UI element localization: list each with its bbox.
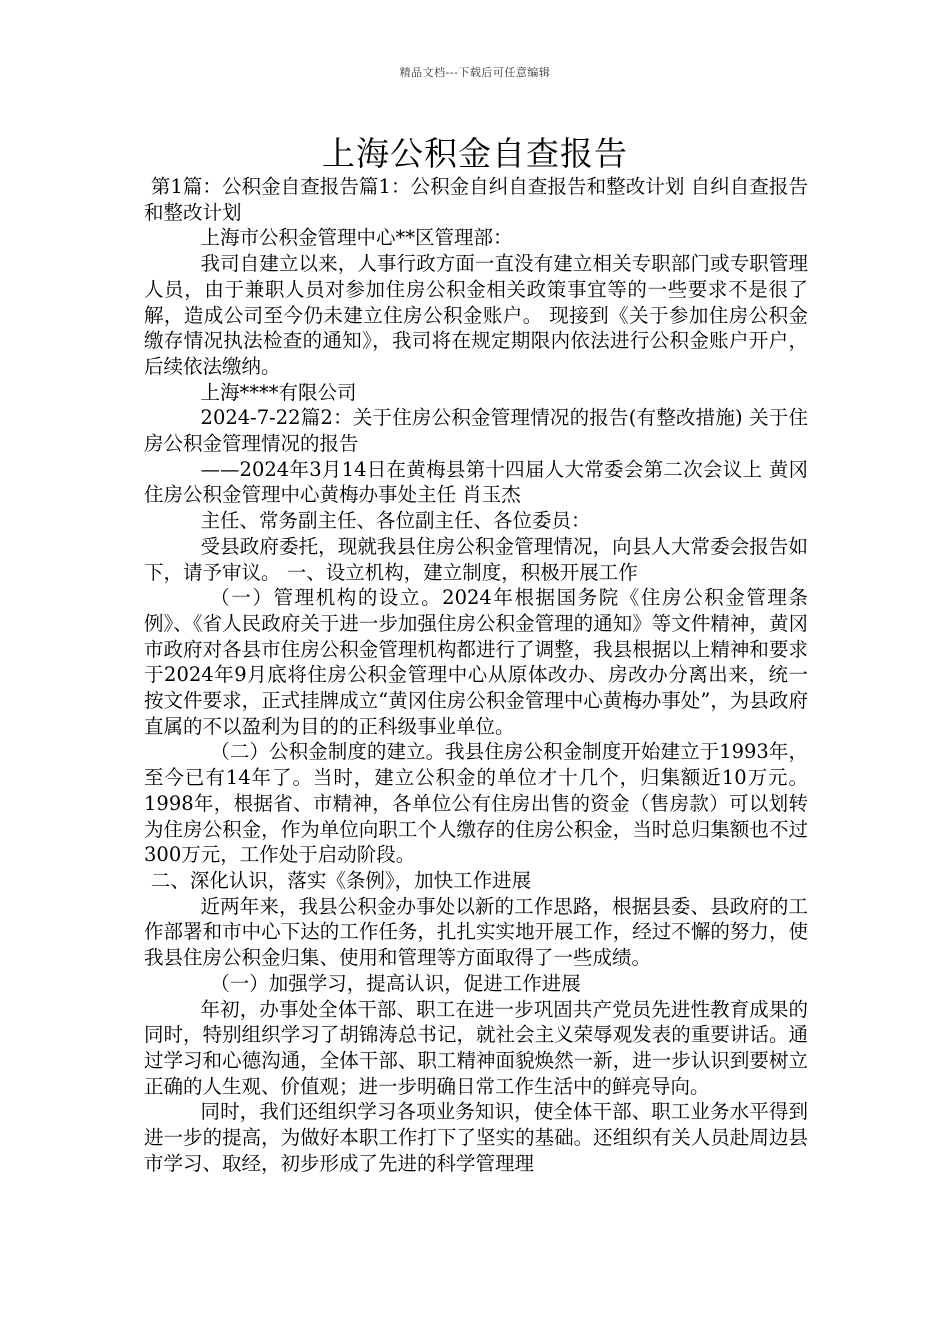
header-note: 精品文档---下载后可任意编辑	[399, 66, 551, 79]
paragraph: 上海市公积金管理中心**区管理部：	[200, 226, 513, 250]
paragraph: 受县政府委托，现就我县住房公积金管理情况，向县人大常委会报告如下，请予审议。 一、设立机构，建立制度，积极开展工作	[144, 534, 808, 584]
paragraph: ——2024年3月14日在黄梅县第十四届人大常委会第二次会议上 黄冈住房公积金管理中心黄梅办事处主任 肖玉杰	[144, 457, 808, 507]
paragraph: 主任、常务副主任、各位副主任、各位委员：	[200, 509, 591, 533]
paragraph: （二）公积金制度的建立。我县住房公积金制度开始建立于1993年，至今已有14年了。当时，建立公积金的单位才十几个，归集额近10万元。1998年，根据省、市精神，各单位公有住房出售的资金（售房款）可以划转为住房公积金，作为单位向职工个人缴存的住房公积金，当时总归集额也不过300万元，工作处于启动阶段。	[144, 740, 808, 867]
paragraph: 同时，我们还组织学习各项业务知识，使全体干部、职工业务水平得到进一步的提高，为做好本职工作打下了坚实的基础。还组织有关人员赴周边县市学习、取经，初步形成了先进的科学管理理	[144, 1100, 808, 1175]
paragraph: （一）管理机构的设立。2024年根据国务院《住房公积金管理条例》、《省人民政府关于进一步加强住房公积金管理的通知》等文件精神，黄冈市政府对各县市住房公积金管理机构都进行了调整，我县根据以上精神和要求于2024年9月底将住房公积金管理中心从原体改办、房改办分离出来，统一按文件要求，正式挂牌成立“黄冈住房公积金管理中心黄梅办事处”，为县政府直属的不以盈利为目的的正科级事业单位。	[144, 586, 808, 738]
paragraph: 2024-7-22篇2：关于住房公积金管理情况的报告(有整改措施) 关于住房公积金管理情况的报告	[144, 406, 808, 456]
paragraph: 近两年来，我县公积金办事处以新的工作思路，根据县委、县政府的工作部署和市中心下达的工作任务，扎扎实实地开展工作，经过不懈的努力，使我县住房公积金归集、使用和管理等方面取得了一些成绩。	[144, 894, 808, 970]
document-body	[144, 174, 808, 1176]
paragraph: 上海****有限公司	[200, 380, 357, 404]
document-title: 上海公积金自查报告	[322, 134, 628, 173]
paragraph: 第1篇：公积金自查报告篇1：公积金自纠自查报告和整改计划 自纠自查报告和整改计划	[144, 175, 808, 224]
paragraph: 年初，办事处全体干部、职工在进一步巩固共产党员先进性教育成果的同时，特别组织学习了胡锦涛总书记，就社会主义荣辱观发表的重要讲话。通过学习和心德沟通，全体干部、职工精神面貌焕然一新，进一步认识到要树立正确的人生观、价值观；进一步明确日常工作生活中的鲜亮导向。	[144, 997, 808, 1098]
subsection-heading: （一）加强学习，提高认识，促进工作进展	[210, 971, 581, 995]
section-heading: 二、深化认识，落实《条例》，加快工作进展	[150, 868, 532, 892]
paragraph: 我司自建立以来，人事行政方面一直没有建立相关专职部门或专职管理人员，由于兼职人员对参加住房公积金相关政策事宜等的一些要求不是很了解，造成公司至今仍未建立住房公积金账户。 现接到《关于参加住房公积金缴存情况执法检查的通知》，我司将在规定期限内依法进行公积金账户开户，后续依法缴纳。	[144, 252, 808, 378]
